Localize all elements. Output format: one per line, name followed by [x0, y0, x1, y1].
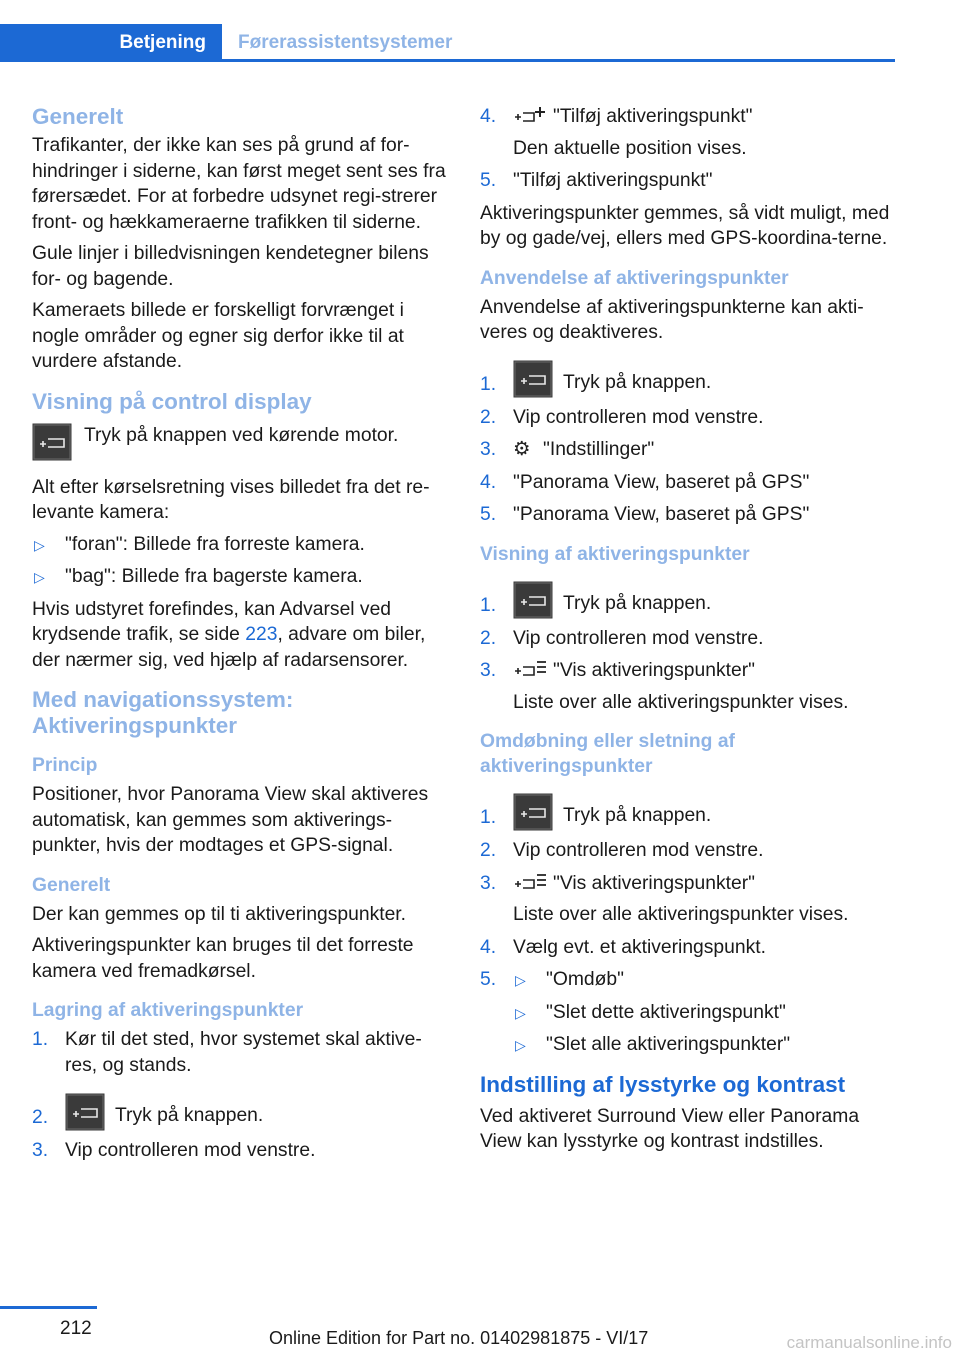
list-item: 3. Vip controlleren mod venstre.	[32, 1140, 316, 1161]
camera-list	[32, 532, 447, 590]
omdobning-options	[513, 967, 895, 1058]
list-item: 4. Vælg evt. et aktiveringspunkt.	[480, 936, 766, 958]
header-rule	[0, 59, 895, 62]
triangle-bullet-icon: ▷	[515, 972, 526, 988]
paragraph: Ved aktiveret Surround View eller Panorama View kan lysstyrke og kontrast indstilles.	[480, 1105, 860, 1152]
paragraph: Der kan gemmes op til ti aktiveringspunkter.	[32, 903, 407, 925]
list-item: 4. "Panorama View, baseret på GPS"	[480, 471, 810, 493]
list-item: ▷ "Slet dette aktiveringspunkt"	[513, 1000, 895, 1026]
heading-visning-aktiveringspunkter: Visning af aktiveringspunkter	[480, 543, 750, 565]
heading-omdobning: Omdøbning eller sletning af aktiveringspunkter	[480, 731, 735, 777]
heading-navigation: Med navigationssystem: Aktiveringspunkter	[32, 687, 294, 738]
paragraph: Anvendelse af aktiveringspunkterne kan akti-veres og deaktiveres.	[480, 296, 864, 343]
tab-forerassistentsystemer[interactable]: Førerassistentsystemer	[238, 32, 453, 53]
camera-button-icon	[513, 581, 553, 619]
list-item: ▷ "foran": Billede fra forreste kamera.	[32, 532, 447, 558]
paragraph: Kameraets billede er forskelligt forvrænget i nogle områder og egner sig derfor ikke til at vurdere afstande.	[32, 300, 404, 372]
heading-visning-control-display: Visning på control display	[32, 388, 312, 414]
list-item: 1. Tryk på knappen.	[480, 793, 895, 831]
list-activation-points-icon	[513, 658, 547, 680]
heading-generelt: Generelt	[32, 104, 124, 129]
list-item: 5. ▷ "Omdøb" ▷ "Slet dette aktiveringspunkt" ▷ "Slet alle aktiveringspunkter"	[480, 967, 895, 1058]
button-instruction	[32, 423, 447, 461]
heading-princip: Princip	[32, 755, 98, 776]
top-navigation-bar	[0, 24, 895, 62]
list-activation-points-icon	[513, 871, 547, 893]
left-column	[32, 100, 447, 1171]
instruction-text: Tryk på knappen ved kørende motor.	[84, 424, 399, 446]
list-item: 3. "Vis aktiveringspunkter" Liste over alle aktiveringspunkter vises.	[480, 658, 895, 715]
paragraph: Aktiveringspunkter kan bruges til det forreste kamera ved fremadkørsel.	[32, 935, 414, 982]
watermark: carmanualsonline.info	[786, 1333, 952, 1352]
visning-steps	[480, 581, 895, 716]
paragraph: Trafikanter, der ikke kan ses på grund af for-hindringer i siderne, kan først meget sent ses fra førersædet. For at forbedre udsynet regi-strerer front- og hækkameraerne trafikken til siderne.	[32, 135, 446, 233]
paragraph: Alt efter kørselsretning vises billedet fra det re-levante kamera:	[32, 476, 430, 523]
list-item: 2. Vip controlleren mod venstre.	[480, 627, 764, 649]
paragraph: Hvis udstyret forefindes, kan Advarsel ved krydsende trafik, se side 223, advare om biler, der nærmer sig, ved hjælp af radarsensorer.	[32, 598, 426, 671]
triangle-bullet-icon: ▷	[515, 1037, 526, 1053]
heading-lysstyrke: Indstilling af lysstyrke og kontrast	[480, 1071, 846, 1097]
list-item: 2. Vip controlleren mod venstre.	[480, 406, 764, 428]
omdobning-steps	[480, 793, 895, 1058]
list-item: 2. Vip controlleren mod venstre.	[480, 840, 764, 861]
list-item: ▷ "Omdøb"	[513, 967, 895, 993]
gear-icon: ⚙	[513, 439, 531, 460]
list-item: 5. "Tilføj aktiveringspunkt"	[480, 170, 713, 191]
list-item: 1. Kør til det sted, hvor systemet skal aktive-res, og stands.	[32, 1029, 422, 1076]
heading-generelt-2: Generelt	[32, 874, 111, 896]
triangle-bullet-icon: ▷	[34, 569, 45, 585]
paragraph: Aktiveringspunkter gemmes, så vidt muligt, med by og gade/vej, ellers med GPS-koordina-terne.	[480, 202, 890, 249]
right-column	[480, 100, 895, 1161]
list-item: 2. Tryk på knappen.	[32, 1093, 447, 1131]
list-item: ▷ "Slet alle aktiveringspunkter"	[513, 1032, 895, 1058]
camera-button-icon	[513, 793, 553, 831]
page-link-223[interactable]: 223	[245, 624, 278, 645]
lagring-steps	[32, 1027, 447, 1164]
camera-button-icon	[32, 423, 72, 461]
camera-button-icon	[65, 1093, 105, 1131]
list-item: 4. "Tilføj aktiveringspunkt" Den aktuelle position vises.	[480, 104, 895, 161]
list-item: 1. Tryk på knappen.	[480, 360, 895, 398]
heading-lagring: Lagring af aktiveringspunkter	[32, 1000, 304, 1021]
list-item: 1. Tryk på knappen.	[480, 581, 895, 619]
paragraph: Positioner, hvor Panorama View skal aktiveres automatisk, kan gemmes som aktiverings-punkter, hvis der modtages et GPS-signal.	[32, 784, 429, 856]
triangle-bullet-icon: ▷	[34, 536, 45, 553]
step-note: Liste over alle aktiveringspunkter vises.	[513, 691, 849, 713]
list-item: 3. "Vis aktiveringspunkter" Liste over alle aktiveringspunkter vises.	[480, 871, 895, 928]
anvendelse-steps	[480, 360, 895, 528]
heading-anvendelse: Anvendelse af aktiveringspunkter	[480, 267, 789, 289]
page-number-rule	[0, 1306, 97, 1309]
list-item: 5. "Panorama View, baseret på GPS"	[480, 504, 810, 525]
list-item: 3. ⚙ "Indstillinger"	[480, 437, 895, 463]
page-number: 212	[60, 1318, 92, 1339]
step-note: Den aktuelle position vises.	[513, 137, 747, 159]
list-item: ▷ "bag": Billede fra bagerste kamera.	[32, 564, 447, 590]
camera-button-icon	[513, 360, 553, 398]
paragraph: Gule linjer i billedvisningen kendetegner bilens for- og bagende.	[32, 243, 429, 290]
lagring-steps-continued	[480, 104, 895, 194]
triangle-bullet-icon: ▷	[515, 1004, 526, 1021]
add-activation-point-icon	[513, 104, 547, 126]
tab-betjening[interactable]: Betjening	[0, 24, 222, 62]
edition-footer: Online Edition for Part no. 01402981875 - VI/17	[269, 1328, 649, 1348]
step-note: Liste over alle aktiveringspunkter vises.	[513, 904, 849, 925]
